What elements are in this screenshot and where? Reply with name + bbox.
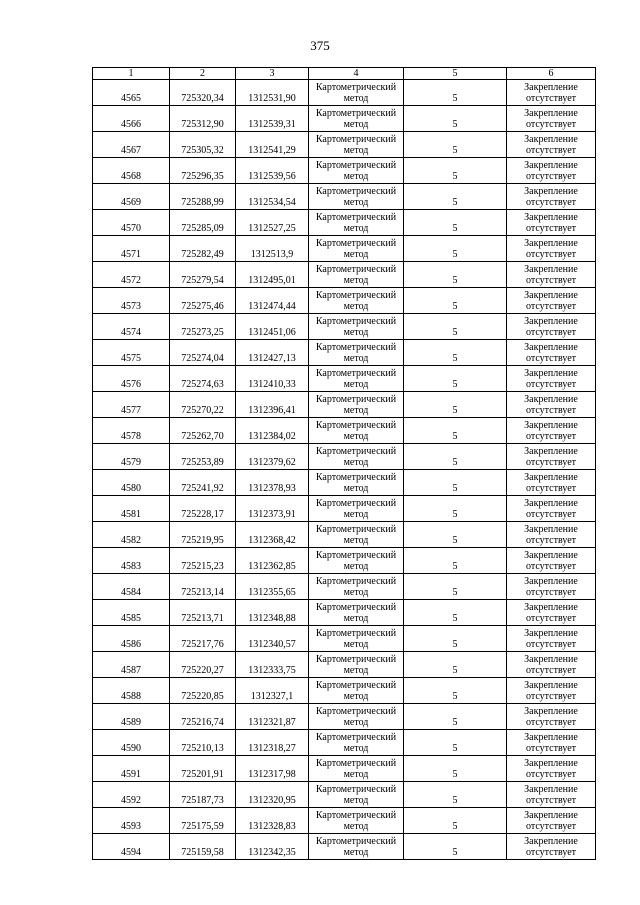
y-coordinate-cell: 1312513,9 xyxy=(236,236,309,262)
fixing-description-cell: Закрепление отсутствует xyxy=(507,80,596,106)
table-row xyxy=(93,80,596,106)
fixing-description-cell: Закрепление отсутствует xyxy=(507,548,596,574)
x-coordinate-cell: 725305,32 xyxy=(170,132,236,158)
y-coordinate-cell: 1312379,62 xyxy=(236,444,309,470)
y-coordinate-cell: 1312348,88 xyxy=(236,600,309,626)
method-cell: Картометрический метод xyxy=(309,782,404,808)
point-number-cell: 4579 xyxy=(93,444,170,470)
accuracy-cell: 5 xyxy=(404,652,507,678)
y-coordinate-cell: 1312396,41 xyxy=(236,392,309,418)
x-coordinate-cell: 725216,74 xyxy=(170,704,236,730)
method-cell: Картометрический метод xyxy=(309,808,404,834)
x-coordinate-cell: 725175,59 xyxy=(170,808,236,834)
point-number-cell: 4573 xyxy=(93,288,170,314)
y-coordinate-cell: 1312378,93 xyxy=(236,470,309,496)
method-cell: Картометрический метод xyxy=(309,730,404,756)
table-row xyxy=(93,106,596,132)
x-coordinate-cell: 725220,85 xyxy=(170,678,236,704)
y-coordinate-cell: 1312327,1 xyxy=(236,678,309,704)
x-coordinate-cell: 725312,90 xyxy=(170,106,236,132)
point-number-cell: 4568 xyxy=(93,158,170,184)
accuracy-cell: 5 xyxy=(404,340,507,366)
fixing-description-cell: Закрепление отсутствует xyxy=(507,574,596,600)
point-number-cell: 4572 xyxy=(93,262,170,288)
method-cell: Картометрический метод xyxy=(309,314,404,340)
y-coordinate-cell: 1312318,27 xyxy=(236,730,309,756)
column-header: 5 xyxy=(404,68,507,80)
x-coordinate-cell: 725213,71 xyxy=(170,600,236,626)
accuracy-cell: 5 xyxy=(404,392,507,418)
table-row xyxy=(93,496,596,522)
y-coordinate-cell: 1312384,02 xyxy=(236,418,309,444)
table-row xyxy=(93,184,596,210)
x-coordinate-cell: 725219,95 xyxy=(170,522,236,548)
x-coordinate-cell: 725220,27 xyxy=(170,652,236,678)
method-cell: Картометрический метод xyxy=(309,600,404,626)
table-body xyxy=(93,80,596,860)
accuracy-cell: 5 xyxy=(404,418,507,444)
fixing-description-cell: Закрепление отсутствует xyxy=(507,756,596,782)
x-coordinate-cell: 725274,63 xyxy=(170,366,236,392)
column-header: 6 xyxy=(507,68,596,80)
table-row xyxy=(93,444,596,470)
point-number-cell: 4569 xyxy=(93,184,170,210)
fixing-description-cell: Закрепление отсутствует xyxy=(507,132,596,158)
table-row xyxy=(93,366,596,392)
accuracy-cell: 5 xyxy=(404,366,507,392)
accuracy-cell: 5 xyxy=(404,210,507,236)
x-coordinate-cell: 725215,23 xyxy=(170,548,236,574)
accuracy-cell: 5 xyxy=(404,106,507,132)
fixing-description-cell: Закрепление отсутствует xyxy=(507,782,596,808)
method-cell: Картометрический метод xyxy=(309,184,404,210)
y-coordinate-cell: 1312541,29 xyxy=(236,132,309,158)
y-coordinate-cell: 1312410,33 xyxy=(236,366,309,392)
y-coordinate-cell: 1312321,87 xyxy=(236,704,309,730)
point-number-cell: 4578 xyxy=(93,418,170,444)
method-cell: Картометрический метод xyxy=(309,236,404,262)
y-coordinate-cell: 1312368,42 xyxy=(236,522,309,548)
method-cell: Картометрический метод xyxy=(309,210,404,236)
table-row xyxy=(93,288,596,314)
point-number-cell: 4582 xyxy=(93,522,170,548)
fixing-description-cell: Закрепление отсутствует xyxy=(507,834,596,860)
table-row xyxy=(93,314,596,340)
fixing-description-cell: Закрепление отсутствует xyxy=(507,678,596,704)
accuracy-cell: 5 xyxy=(404,834,507,860)
fixing-description-cell: Закрепление отсутствует xyxy=(507,288,596,314)
point-number-cell: 4574 xyxy=(93,314,170,340)
point-number-cell: 4587 xyxy=(93,652,170,678)
column-header: 2 xyxy=(170,68,236,80)
x-coordinate-cell: 725201,91 xyxy=(170,756,236,782)
accuracy-cell: 5 xyxy=(404,730,507,756)
accuracy-cell: 5 xyxy=(404,678,507,704)
method-cell: Картометрический метод xyxy=(309,80,404,106)
y-coordinate-cell: 1312474,44 xyxy=(236,288,309,314)
fixing-description-cell: Закрепление отсутствует xyxy=(507,236,596,262)
accuracy-cell: 5 xyxy=(404,626,507,652)
y-coordinate-cell: 1312451,06 xyxy=(236,314,309,340)
fixing-description-cell: Закрепление отсутствует xyxy=(507,652,596,678)
fixing-description-cell: Закрепление отсутствует xyxy=(507,808,596,834)
accuracy-cell: 5 xyxy=(404,808,507,834)
method-cell: Картометрический метод xyxy=(309,548,404,574)
method-cell: Картометрический метод xyxy=(309,652,404,678)
table-row xyxy=(93,652,596,678)
x-coordinate-cell: 725288,99 xyxy=(170,184,236,210)
method-cell: Картометрический метод xyxy=(309,132,404,158)
y-coordinate-cell: 1312317,98 xyxy=(236,756,309,782)
accuracy-cell: 5 xyxy=(404,470,507,496)
y-coordinate-cell: 1312534,54 xyxy=(236,184,309,210)
accuracy-cell: 5 xyxy=(404,184,507,210)
method-cell: Картометрический метод xyxy=(309,496,404,522)
method-cell: Картометрический метод xyxy=(309,340,404,366)
x-coordinate-cell: 725217,76 xyxy=(170,626,236,652)
point-number-cell: 4585 xyxy=(93,600,170,626)
method-cell: Картометрический метод xyxy=(309,626,404,652)
fixing-description-cell: Закрепление отсутствует xyxy=(507,392,596,418)
fixing-description-cell: Закрепление отсутствует xyxy=(507,184,596,210)
method-cell: Картометрический метод xyxy=(309,756,404,782)
method-cell: Картометрический метод xyxy=(309,418,404,444)
method-cell: Картометрический метод xyxy=(309,262,404,288)
point-number-cell: 4584 xyxy=(93,574,170,600)
point-number-cell: 4567 xyxy=(93,132,170,158)
fixing-description-cell: Закрепление отсутствует xyxy=(507,106,596,132)
fixing-description-cell: Закрепление отсутствует xyxy=(507,470,596,496)
table-row xyxy=(93,340,596,366)
x-coordinate-cell: 725274,04 xyxy=(170,340,236,366)
x-coordinate-cell: 725228,17 xyxy=(170,496,236,522)
table-row xyxy=(93,782,596,808)
method-cell: Картометрический метод xyxy=(309,704,404,730)
accuracy-cell: 5 xyxy=(404,314,507,340)
method-cell: Картометрический метод xyxy=(309,678,404,704)
table-header xyxy=(93,68,596,80)
page-number: 375 xyxy=(310,38,330,53)
fixing-description-cell: Закрепление отсутствует xyxy=(507,600,596,626)
accuracy-cell: 5 xyxy=(404,236,507,262)
fixing-description-cell: Закрепление отсутствует xyxy=(507,444,596,470)
x-coordinate-cell: 725159,58 xyxy=(170,834,236,860)
accuracy-cell: 5 xyxy=(404,158,507,184)
table-row xyxy=(93,262,596,288)
accuracy-cell: 5 xyxy=(404,704,507,730)
x-coordinate-cell: 725279,54 xyxy=(170,262,236,288)
fixing-description-cell: Закрепление отсутствует xyxy=(507,210,596,236)
x-coordinate-cell: 725187,73 xyxy=(170,782,236,808)
table-row xyxy=(93,392,596,418)
table-row xyxy=(93,158,596,184)
y-coordinate-cell: 1312527,25 xyxy=(236,210,309,236)
fixing-description-cell: Закрепление отсутствует xyxy=(507,366,596,392)
point-number-cell: 4589 xyxy=(93,704,170,730)
method-cell: Картометрический метод xyxy=(309,834,404,860)
table-row xyxy=(93,522,596,548)
method-cell: Картометрический метод xyxy=(309,392,404,418)
method-cell: Картометрический метод xyxy=(309,106,404,132)
y-coordinate-cell: 1312539,31 xyxy=(236,106,309,132)
accuracy-cell: 5 xyxy=(404,262,507,288)
y-coordinate-cell: 1312355,65 xyxy=(236,574,309,600)
accuracy-cell: 5 xyxy=(404,522,507,548)
table-row xyxy=(93,548,596,574)
fixing-description-cell: Закрепление отсутствует xyxy=(507,496,596,522)
point-number-cell: 4590 xyxy=(93,730,170,756)
method-cell: Картометрический метод xyxy=(309,574,404,600)
x-coordinate-cell: 725270,22 xyxy=(170,392,236,418)
point-number-cell: 4586 xyxy=(93,626,170,652)
table-row xyxy=(93,418,596,444)
point-number-cell: 4593 xyxy=(93,808,170,834)
x-coordinate-cell: 725273,25 xyxy=(170,314,236,340)
table-row xyxy=(93,236,596,262)
method-cell: Картометрический метод xyxy=(309,366,404,392)
point-number-cell: 4576 xyxy=(93,366,170,392)
accuracy-cell: 5 xyxy=(404,496,507,522)
accuracy-cell: 5 xyxy=(404,548,507,574)
method-cell: Картометрический метод xyxy=(309,522,404,548)
point-number-cell: 4577 xyxy=(93,392,170,418)
point-number-cell: 4594 xyxy=(93,834,170,860)
point-number-cell: 4588 xyxy=(93,678,170,704)
column-header: 1 xyxy=(93,68,170,80)
point-number-cell: 4571 xyxy=(93,236,170,262)
y-coordinate-cell: 1312342,35 xyxy=(236,834,309,860)
table-row xyxy=(93,626,596,652)
y-coordinate-cell: 1312333,75 xyxy=(236,652,309,678)
accuracy-cell: 5 xyxy=(404,782,507,808)
point-number-cell: 4580 xyxy=(93,470,170,496)
x-coordinate-cell: 725282,49 xyxy=(170,236,236,262)
fixing-description-cell: Закрепление отсутствует xyxy=(507,522,596,548)
fixing-description-cell: Закрепление отсутствует xyxy=(507,262,596,288)
method-cell: Картометрический метод xyxy=(309,288,404,314)
y-coordinate-cell: 1312340,57 xyxy=(236,626,309,652)
table-row xyxy=(93,756,596,782)
table-row xyxy=(93,470,596,496)
x-coordinate-cell: 725241,92 xyxy=(170,470,236,496)
x-coordinate-cell: 725253,89 xyxy=(170,444,236,470)
fixing-description-cell: Закрепление отсутствует xyxy=(507,158,596,184)
table-row xyxy=(93,730,596,756)
x-coordinate-cell: 725210,13 xyxy=(170,730,236,756)
fixing-description-cell: Закрепление отсутствует xyxy=(507,418,596,444)
fixing-description-cell: Закрепление отсутствует xyxy=(507,340,596,366)
x-coordinate-cell: 725262,70 xyxy=(170,418,236,444)
method-cell: Картометрический метод xyxy=(309,444,404,470)
x-coordinate-cell: 725296,35 xyxy=(170,158,236,184)
point-number-cell: 4592 xyxy=(93,782,170,808)
table-row xyxy=(93,834,596,860)
y-coordinate-cell: 1312328,83 xyxy=(236,808,309,834)
y-coordinate-cell: 1312362,85 xyxy=(236,548,309,574)
point-number-cell: 4591 xyxy=(93,756,170,782)
accuracy-cell: 5 xyxy=(404,756,507,782)
table-row xyxy=(93,600,596,626)
header-row xyxy=(93,68,596,80)
point-number-cell: 4581 xyxy=(93,496,170,522)
fixing-description-cell: Закрепление отсутствует xyxy=(507,314,596,340)
x-coordinate-cell: 725285,09 xyxy=(170,210,236,236)
y-coordinate-cell: 1312539,56 xyxy=(236,158,309,184)
fixing-description-cell: Закрепление отсутствует xyxy=(507,704,596,730)
method-cell: Картометрический метод xyxy=(309,470,404,496)
y-coordinate-cell: 1312427,13 xyxy=(236,340,309,366)
fixing-description-cell: Закрепление отсутствует xyxy=(507,626,596,652)
y-coordinate-cell: 1312495,01 xyxy=(236,262,309,288)
accuracy-cell: 5 xyxy=(404,444,507,470)
column-header: 3 xyxy=(236,68,309,80)
point-number-cell: 4565 xyxy=(93,80,170,106)
x-coordinate-cell: 725320,34 xyxy=(170,80,236,106)
y-coordinate-cell: 1312531,90 xyxy=(236,80,309,106)
accuracy-cell: 5 xyxy=(404,600,507,626)
coordinates-table xyxy=(92,67,596,860)
point-number-cell: 4575 xyxy=(93,340,170,366)
y-coordinate-cell: 1312320,95 xyxy=(236,782,309,808)
method-cell: Картометрический метод xyxy=(309,158,404,184)
column-header: 4 xyxy=(309,68,404,80)
table-row xyxy=(93,210,596,236)
table-row xyxy=(93,574,596,600)
accuracy-cell: 5 xyxy=(404,80,507,106)
accuracy-cell: 5 xyxy=(404,288,507,314)
point-number-cell: 4566 xyxy=(93,106,170,132)
y-coordinate-cell: 1312373,91 xyxy=(236,496,309,522)
table-row xyxy=(93,808,596,834)
x-coordinate-cell: 725275,46 xyxy=(170,288,236,314)
fixing-description-cell: Закрепление отсутствует xyxy=(507,730,596,756)
accuracy-cell: 5 xyxy=(404,132,507,158)
x-coordinate-cell: 725213,14 xyxy=(170,574,236,600)
point-number-cell: 4583 xyxy=(93,548,170,574)
table-row xyxy=(93,132,596,158)
table-row xyxy=(93,704,596,730)
point-number-cell: 4570 xyxy=(93,210,170,236)
table-row xyxy=(93,678,596,704)
accuracy-cell: 5 xyxy=(404,574,507,600)
